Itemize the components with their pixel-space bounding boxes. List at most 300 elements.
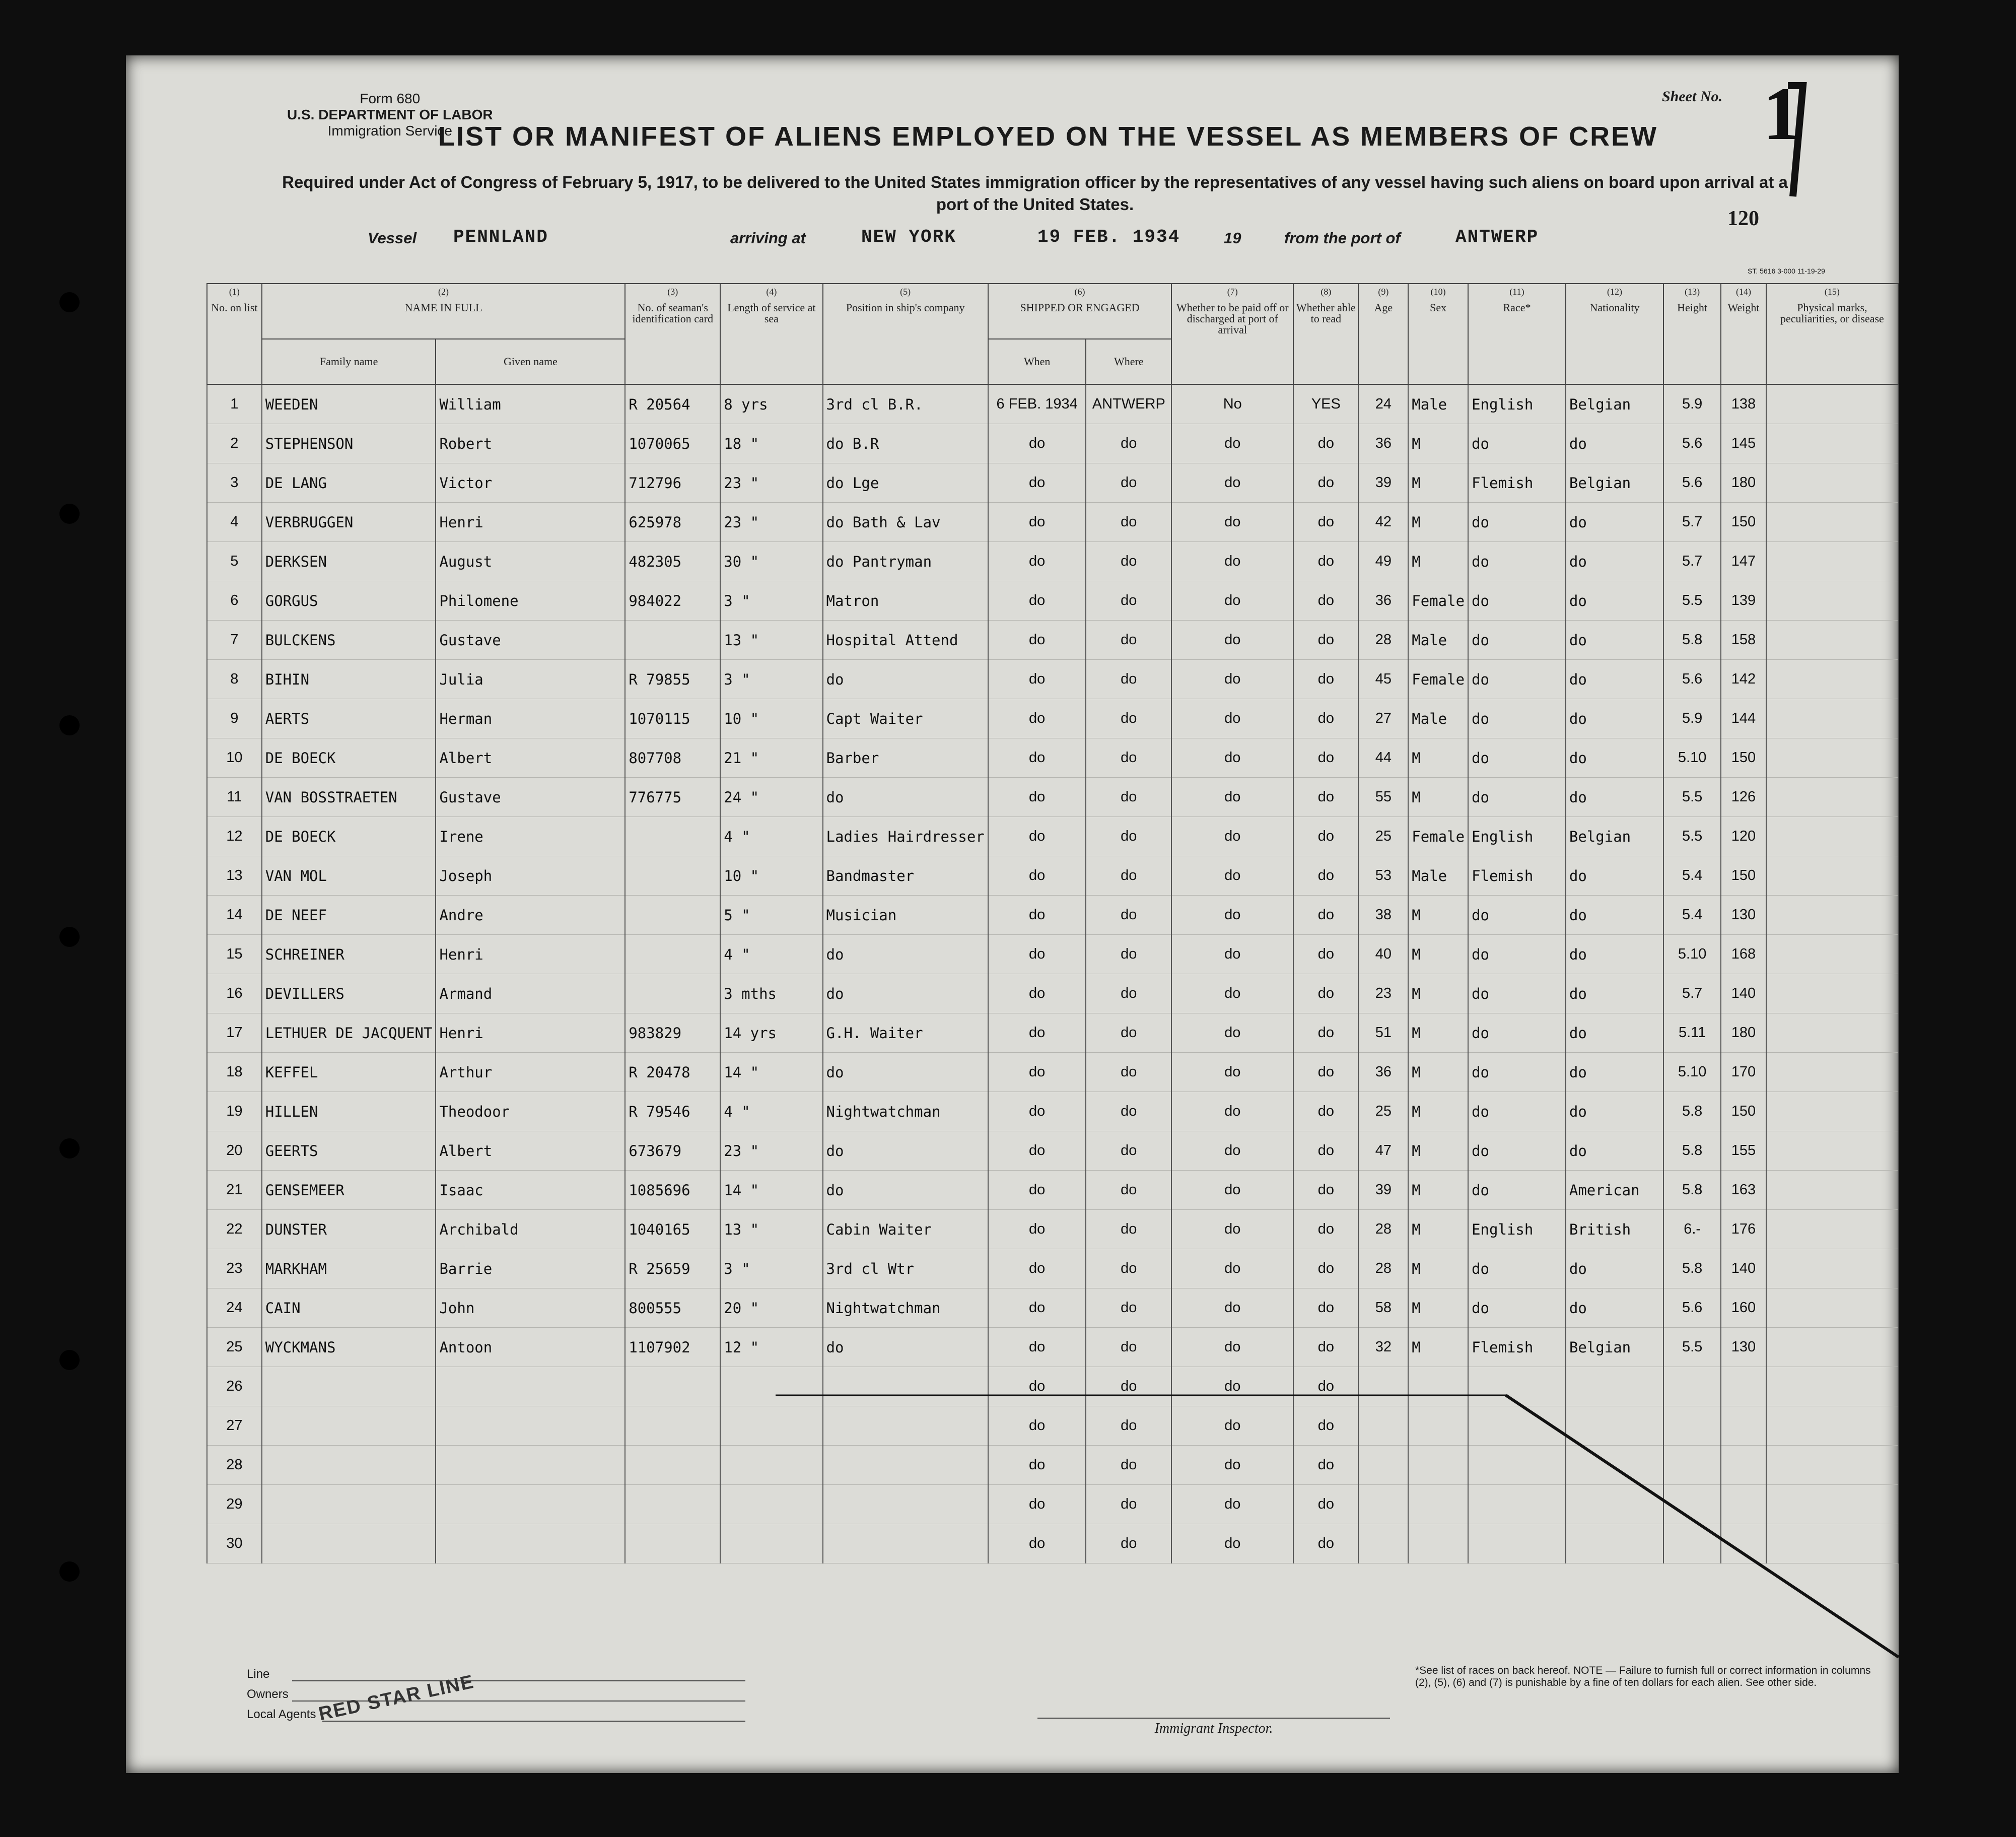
cell-age: 47 (1358, 1131, 1408, 1171)
cell-sex: M (1408, 935, 1468, 974)
cell-card: 776775 (625, 778, 720, 817)
cell-card: 807708 (625, 738, 720, 778)
cell-given: Armand (436, 974, 625, 1013)
cell-age: 36 (1358, 1053, 1408, 1092)
cell-weight: 180 (1721, 1013, 1766, 1053)
cell-where: do (1086, 1367, 1171, 1406)
cell-nationality: do (1566, 424, 1663, 463)
cell-race: do (1468, 974, 1566, 1013)
cell-marks (1766, 581, 1898, 621)
cell-given: Albert (436, 738, 625, 778)
cell-race: English (1468, 384, 1566, 424)
cell-read: do (1293, 817, 1358, 856)
cell-card (625, 1446, 720, 1485)
cell-race (1468, 1485, 1566, 1524)
cell-marks (1766, 699, 1898, 738)
sheet-number-label: Sheet No. (1662, 88, 1722, 105)
cell-position (823, 1367, 988, 1406)
cell-paid: do (1171, 738, 1293, 778)
cell-given: Robert (436, 424, 625, 463)
table-row (207, 384, 1898, 424)
col-shipped-header: (6) SHIPPED OR ENGAGED (988, 284, 1171, 339)
table-row (207, 699, 1898, 738)
binder-hole (59, 1561, 80, 1582)
cell-nationality: do (1566, 1053, 1663, 1092)
cell-height: 5.5 (1663, 817, 1721, 856)
cell-age: 25 (1358, 817, 1408, 856)
cell-weight (1721, 1524, 1766, 1563)
cell-card: 712796 (625, 463, 720, 503)
cell-paid: do (1171, 1328, 1293, 1367)
cell-service: 23 " (720, 1131, 822, 1171)
cell-position: Hospital Attend (823, 621, 988, 660)
col-race-header: (11) Race* (1468, 284, 1566, 384)
cell-sex: M (1408, 1328, 1468, 1367)
cell-where: ANTWERP (1086, 384, 1171, 424)
cell-when: do (988, 935, 1086, 974)
cell-given: Albert (436, 1131, 625, 1171)
inspector-label: Immigrant Inspector. (1037, 1718, 1390, 1737)
cell-race: do (1468, 1131, 1566, 1171)
cell-card (625, 817, 720, 856)
cell-family: AERTS (262, 699, 436, 738)
cell-no: 5 (207, 542, 262, 581)
cell-height (1663, 1485, 1721, 1524)
table-row (207, 817, 1898, 856)
cell-given (436, 1485, 625, 1524)
cell-race: do (1468, 1013, 1566, 1053)
cell-age (1358, 1367, 1408, 1406)
cell-height: 6.- (1663, 1210, 1721, 1249)
cell-when: do (988, 856, 1086, 896)
cell-where: do (1086, 660, 1171, 699)
cell-height: 5.11 (1663, 1013, 1721, 1053)
cell-service: 20 " (720, 1288, 822, 1328)
vessel-name: PENNLAND (453, 227, 548, 247)
cell-race: do (1468, 935, 1566, 974)
cell-paid: do (1171, 542, 1293, 581)
table-row (207, 621, 1898, 660)
cell-family: GENSEMEER (262, 1171, 436, 1210)
cell-given: Herman (436, 699, 625, 738)
cell-where: do (1086, 1092, 1171, 1131)
cell-marks (1766, 1288, 1898, 1328)
table-row (207, 1367, 1898, 1406)
binder-hole (59, 1350, 80, 1370)
cell-no: 29 (207, 1485, 262, 1524)
cell-read: do (1293, 1367, 1358, 1406)
cell-no: 8 (207, 660, 262, 699)
cell-race (1468, 1367, 1566, 1406)
cell-family: WYCKMANS (262, 1328, 436, 1367)
cell-family (262, 1524, 436, 1563)
cell-position: do Bath & Lav (823, 503, 988, 542)
cell-given: Gustave (436, 621, 625, 660)
cell-sex: M (1408, 424, 1468, 463)
cell-where: do (1086, 738, 1171, 778)
cell-where: do (1086, 1053, 1171, 1092)
cell-marks (1766, 935, 1898, 974)
cell-read: do (1293, 1171, 1358, 1210)
cell-position: do Pantryman (823, 542, 988, 581)
cell-nationality: Belgian (1566, 1328, 1663, 1367)
cell-read: do (1293, 856, 1358, 896)
cell-given: William (436, 384, 625, 424)
cell-marks (1766, 1171, 1898, 1210)
cell-no: 23 (207, 1249, 262, 1288)
cell-nationality: Belgian (1566, 463, 1663, 503)
cell-no: 24 (207, 1288, 262, 1328)
cell-read: do (1293, 503, 1358, 542)
cell-paid: do (1171, 660, 1293, 699)
col-when-header: When (988, 339, 1086, 384)
cell-no: 9 (207, 699, 262, 738)
cell-sex: Female (1408, 660, 1468, 699)
cell-when: do (988, 1053, 1086, 1092)
cell-family: GEERTS (262, 1131, 436, 1171)
cell-marks (1766, 463, 1898, 503)
cell-paid: do (1171, 1013, 1293, 1053)
cell-height: 5.8 (1663, 1092, 1721, 1131)
table-row (207, 738, 1898, 778)
cell-family: DUNSTER (262, 1210, 436, 1249)
cell-service: 14 " (720, 1171, 822, 1210)
cell-paid: do (1171, 1053, 1293, 1092)
cell-race: do (1468, 503, 1566, 542)
cell-race: do (1468, 660, 1566, 699)
cell-paid: do (1171, 1171, 1293, 1210)
cell-no: 13 (207, 856, 262, 896)
cell-service: 21 " (720, 738, 822, 778)
cell-service: 23 " (720, 503, 822, 542)
cell-when: do (988, 974, 1086, 1013)
cell-card: R 79855 (625, 660, 720, 699)
table-row (207, 424, 1898, 463)
table-row (207, 1524, 1898, 1563)
cell-race: do (1468, 738, 1566, 778)
cell-position: Matron (823, 581, 988, 621)
crew-manifest-table (206, 283, 1899, 1563)
cell-no: 16 (207, 974, 262, 1013)
cell-paid: do (1171, 1406, 1293, 1446)
cell-race: Flemish (1468, 1328, 1566, 1367)
cell-height (1663, 1367, 1721, 1406)
cell-service: 23 " (720, 463, 822, 503)
page-title: LIST OR MANIFEST OF ALIENS EMPLOYED ON THE VESSEL AS MEMBERS OF CREW (438, 121, 1658, 152)
cell-card: R 79546 (625, 1092, 720, 1131)
cell-nationality (1566, 1446, 1663, 1485)
cell-sex: M (1408, 1131, 1468, 1171)
table-row (207, 778, 1898, 817)
table-row (207, 463, 1898, 503)
cell-card: 984022 (625, 581, 720, 621)
cell-age: 51 (1358, 1013, 1408, 1053)
cell-service: 18 " (720, 424, 822, 463)
cell-marks (1766, 1210, 1898, 1249)
arrival-port: NEW YORK (861, 227, 956, 247)
cell-weight: 130 (1721, 896, 1766, 935)
cell-read: do (1293, 1013, 1358, 1053)
cell-family (262, 1406, 436, 1446)
cell-card: 1107902 (625, 1328, 720, 1367)
cell-given (436, 1446, 625, 1485)
cell-read: do (1293, 1485, 1358, 1524)
cell-card: 482305 (625, 542, 720, 581)
cell-sex: Male (1408, 856, 1468, 896)
cell-marks (1766, 738, 1898, 778)
cell-card: 800555 (625, 1288, 720, 1328)
cell-family (262, 1367, 436, 1406)
cell-where: do (1086, 856, 1171, 896)
cell-weight: 150 (1721, 856, 1766, 896)
cell-family: BIHIN (262, 660, 436, 699)
cell-given: Henri (436, 1013, 625, 1053)
cell-paid: do (1171, 1249, 1293, 1288)
cell-read: do (1293, 581, 1358, 621)
cell-service: 3 " (720, 581, 822, 621)
cell-weight (1721, 1446, 1766, 1485)
cell-weight (1721, 1406, 1766, 1446)
cell-marks (1766, 1013, 1898, 1053)
cell-card: R 25659 (625, 1249, 720, 1288)
cell-marks (1766, 1131, 1898, 1171)
cell-paid: do (1171, 621, 1293, 660)
table-row (207, 1249, 1898, 1288)
cell-weight: 147 (1721, 542, 1766, 581)
cell-position: do (823, 935, 988, 974)
cell-family: BULCKENS (262, 621, 436, 660)
cell-nationality (1566, 1406, 1663, 1446)
cell-no: 20 (207, 1131, 262, 1171)
cell-where: do (1086, 1288, 1171, 1328)
cell-paid: do (1171, 896, 1293, 935)
arrival-date: 19 FEB. 1934 (1037, 227, 1180, 247)
cell-weight (1721, 1485, 1766, 1524)
cell-service: 10 " (720, 699, 822, 738)
table-row (207, 1406, 1898, 1446)
cell-nationality (1566, 1367, 1663, 1406)
col-weight-header: (14) Weight (1721, 284, 1766, 384)
cell-nationality: do (1566, 778, 1663, 817)
cell-when: do (988, 1288, 1086, 1328)
cell-sex (1408, 1485, 1468, 1524)
cell-where: do (1086, 974, 1171, 1013)
cell-marks (1766, 896, 1898, 935)
cell-sex: Male (1408, 699, 1468, 738)
cell-marks (1766, 778, 1898, 817)
cell-where: do (1086, 581, 1171, 621)
cell-weight: 142 (1721, 660, 1766, 699)
cell-age (1358, 1446, 1408, 1485)
cell-where: do (1086, 1328, 1171, 1367)
cell-given (436, 1406, 625, 1446)
table-row (207, 1013, 1898, 1053)
cell-age: 39 (1358, 463, 1408, 503)
cell-weight: 140 (1721, 1249, 1766, 1288)
cell-given: Julia (436, 660, 625, 699)
cell-position: do B.R (823, 424, 988, 463)
cell-read: do (1293, 738, 1358, 778)
table-row (207, 1210, 1898, 1249)
cell-when: do (988, 1210, 1086, 1249)
cell-race: do (1468, 621, 1566, 660)
cell-position (823, 1485, 988, 1524)
table-row (207, 974, 1898, 1013)
cell-nationality (1566, 1485, 1663, 1524)
cell-race: do (1468, 896, 1566, 935)
cell-height: 5.5 (1663, 1328, 1721, 1367)
cell-age: 39 (1358, 1171, 1408, 1210)
arriving-label: arriving at (730, 229, 806, 247)
cell-read: do (1293, 896, 1358, 935)
cell-family: STEPHENSON (262, 424, 436, 463)
col-card-header: (3) No. of seaman's identification card (625, 284, 720, 384)
cell-position: Nightwatchman (823, 1288, 988, 1328)
cell-family: SCHREINER (262, 935, 436, 974)
cell-card: 983829 (625, 1013, 720, 1053)
cell-paid: do (1171, 935, 1293, 974)
cell-nationality: do (1566, 1288, 1663, 1328)
cell-card (625, 1406, 720, 1446)
red-star-line-stamp: RED STAR LINE (316, 1671, 476, 1725)
col-sex-header: (10) Sex (1408, 284, 1468, 384)
cell-paid: do (1171, 974, 1293, 1013)
form-number: Form 680 (360, 91, 421, 106)
cell-given: Philomene (436, 581, 625, 621)
cell-nationality: do (1566, 1249, 1663, 1288)
col-where-header: Where (1086, 339, 1171, 384)
cell-position (823, 1446, 988, 1485)
cell-service (720, 1367, 822, 1406)
cell-where: do (1086, 1210, 1171, 1249)
cell-marks (1766, 974, 1898, 1013)
col-read-header: (8) Whether able to read (1293, 284, 1358, 384)
table-row (207, 542, 1898, 581)
cell-weight: 126 (1721, 778, 1766, 817)
cell-nationality: do (1566, 974, 1663, 1013)
cell-service: 30 " (720, 542, 822, 581)
cell-weight: 130 (1721, 1328, 1766, 1367)
cell-marks (1766, 1406, 1898, 1446)
cell-family: VAN MOL (262, 856, 436, 896)
cell-service (720, 1446, 822, 1485)
cell-age: 28 (1358, 1210, 1408, 1249)
agents-field: Local Agents (247, 1708, 745, 1722)
cell-race: do (1468, 1288, 1566, 1328)
binder-hole (59, 1138, 80, 1159)
cell-age: 25 (1358, 1092, 1408, 1131)
cell-age (1358, 1406, 1408, 1446)
cell-card: 625978 (625, 503, 720, 542)
cell-race: do (1468, 1053, 1566, 1092)
cell-position: do (823, 1053, 988, 1092)
cell-where: do (1086, 935, 1171, 974)
cell-position: Musician (823, 896, 988, 935)
cell-sex: M (1408, 778, 1468, 817)
cell-sex: M (1408, 1210, 1468, 1249)
cell-weight: 145 (1721, 424, 1766, 463)
cell-race (1468, 1524, 1566, 1563)
cell-no: 19 (207, 1092, 262, 1131)
cell-marks (1766, 1249, 1898, 1288)
table-row (207, 1171, 1898, 1210)
binder-hole (59, 504, 80, 524)
cell-position: do (823, 660, 988, 699)
cell-no: 15 (207, 935, 262, 974)
cell-service: 3 " (720, 660, 822, 699)
cell-paid: do (1171, 1485, 1293, 1524)
cell-marks (1766, 1367, 1898, 1406)
cell-marks (1766, 542, 1898, 581)
cell-when: do (988, 1131, 1086, 1171)
cell-read: do (1293, 974, 1358, 1013)
cell-age: 53 (1358, 856, 1408, 896)
service-name: Immigration Service (327, 123, 452, 139)
cell-nationality: do (1566, 738, 1663, 778)
table-row (207, 856, 1898, 896)
cell-position: do (823, 1131, 988, 1171)
cell-given: Archibald (436, 1210, 625, 1249)
cell-where: do (1086, 699, 1171, 738)
binder-hole (59, 927, 80, 947)
cell-service (720, 1406, 822, 1446)
cell-marks (1766, 1446, 1898, 1485)
cell-read: do (1293, 1092, 1358, 1131)
page-number: 120 (1727, 207, 1759, 230)
cell-race: do (1468, 1171, 1566, 1210)
cell-read: do (1293, 463, 1358, 503)
cell-height (1663, 1524, 1721, 1563)
cell-where: do (1086, 463, 1171, 503)
cell-marks (1766, 424, 1898, 463)
cell-when: do (988, 896, 1086, 935)
cell-nationality: do (1566, 660, 1663, 699)
cell-service: 3 mths (720, 974, 822, 1013)
cell-race: do (1468, 424, 1566, 463)
col-age-header: (9) Age (1358, 284, 1408, 384)
cell-card (625, 935, 720, 974)
cell-race: Flemish (1468, 463, 1566, 503)
cell-when: do (988, 1446, 1086, 1485)
cell-no: 18 (207, 1053, 262, 1092)
cell-no: 11 (207, 778, 262, 817)
cell-position (823, 1406, 988, 1446)
cell-height (1663, 1446, 1721, 1485)
cell-sex: M (1408, 503, 1468, 542)
cell-marks (1766, 621, 1898, 660)
cell-sex: M (1408, 896, 1468, 935)
cell-weight: 150 (1721, 503, 1766, 542)
cell-read: do (1293, 424, 1358, 463)
cell-marks (1766, 384, 1898, 424)
cell-height: 5.6 (1663, 660, 1721, 699)
cell-sex: M (1408, 1249, 1468, 1288)
cell-card (625, 1485, 720, 1524)
cell-paid: do (1171, 503, 1293, 542)
cell-card (625, 974, 720, 1013)
cell-age: 55 (1358, 778, 1408, 817)
cell-no: 10 (207, 738, 262, 778)
cell-when: do (988, 1485, 1086, 1524)
cell-family: HILLEN (262, 1092, 436, 1131)
cell-sex: M (1408, 1288, 1468, 1328)
cell-given: Barrie (436, 1249, 625, 1288)
binder-hole (59, 715, 80, 735)
cell-race: do (1468, 778, 1566, 817)
cell-read: YES (1293, 384, 1358, 424)
cell-nationality: do (1566, 935, 1663, 974)
cell-height: 5.7 (1663, 542, 1721, 581)
